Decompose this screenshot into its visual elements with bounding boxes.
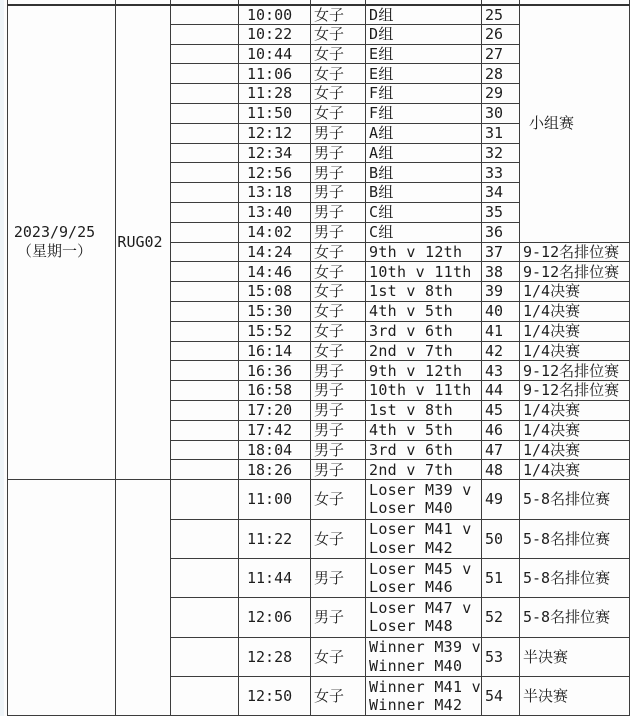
- gender-cell: 男子: [311, 183, 366, 203]
- match-number-cell: 48: [481, 460, 519, 480]
- match-cell: 10th v 11th: [366, 262, 482, 282]
- stage-cell: 1/4决赛: [519, 301, 629, 321]
- match-number-cell: 46: [481, 420, 519, 440]
- match-cell: B组: [366, 163, 482, 183]
- match-number-cell: 32: [481, 143, 519, 163]
- time-cell: 13:18: [239, 183, 311, 203]
- match-cell: D组: [366, 5, 482, 25]
- match-number-cell: 45: [481, 400, 519, 420]
- match-number-cell: 36: [481, 222, 519, 242]
- venue-cell: [171, 558, 239, 597]
- gender-cell: 女子: [311, 242, 366, 262]
- gender-cell: 女子: [311, 637, 366, 676]
- match-cell: [366, 598, 482, 637]
- time-cell: 11:44: [239, 558, 311, 597]
- schedule-row: [8, 480, 630, 519]
- time-cell: 14:46: [239, 262, 311, 282]
- stage-cell: 1/4决赛: [519, 460, 629, 480]
- time-cell: 17:20: [239, 400, 311, 420]
- date-cell: [8, 5, 116, 480]
- match-number-cell: 27: [481, 44, 519, 64]
- match-line-2: Loser M48: [369, 617, 453, 636]
- venue-cell: [171, 321, 239, 341]
- stage-cell: 5-8名排位赛: [519, 558, 629, 597]
- time-cell: 14:24: [239, 242, 311, 262]
- venue-cell: [171, 677, 239, 716]
- stage-cell: 半决赛: [519, 677, 629, 716]
- venue-cell: [171, 24, 239, 44]
- gender-cell: 女子: [311, 24, 366, 44]
- match-line-2: Winner M40: [369, 656, 463, 675]
- match-number-cell: 42: [481, 341, 519, 361]
- venue-cell: [171, 381, 239, 401]
- match-line-1: Winner M39 v: [369, 638, 481, 657]
- match-number-cell: 28: [481, 64, 519, 84]
- match-cell: 2nd v 7th: [366, 341, 482, 361]
- gender-cell: 女子: [311, 519, 366, 558]
- match-cell: C组: [366, 222, 482, 242]
- match-number-cell: 41: [481, 321, 519, 341]
- gender-cell: 男子: [311, 400, 366, 420]
- gender-cell: 女子: [311, 262, 366, 282]
- match-cell: E组: [366, 44, 482, 64]
- match-cell: 9th v 12th: [366, 361, 482, 381]
- match-number-cell: 35: [481, 202, 519, 222]
- match-line-2: Winner M42: [369, 696, 463, 715]
- date-cell: [8, 480, 116, 716]
- venue-cell: [171, 123, 239, 143]
- time-cell: 12:50: [239, 677, 311, 716]
- match-number-cell: 25: [481, 5, 519, 25]
- gender-cell: 女子: [311, 341, 366, 361]
- match-line-2: Loser M42: [369, 538, 453, 557]
- gender-cell: 男子: [311, 420, 366, 440]
- stage-cell: 5-8名排位赛: [519, 519, 629, 558]
- match-line-2: Loser M40: [369, 499, 453, 518]
- time-cell: 11:22: [239, 519, 311, 558]
- match-number-cell: 50: [481, 519, 519, 558]
- venue-cell: [171, 262, 239, 282]
- venue-cell: [171, 183, 239, 203]
- time-cell: 15:30: [239, 301, 311, 321]
- venue-cell: [171, 301, 239, 321]
- stage-cell: 1/4决赛: [519, 321, 629, 341]
- stage-cell: 9-12名排位赛: [519, 361, 629, 381]
- time-cell: 10:44: [239, 44, 311, 64]
- match-number-cell: 26: [481, 24, 519, 44]
- venue-cell: [171, 637, 239, 676]
- gender-cell: 女子: [311, 480, 366, 519]
- time-cell: 13:40: [239, 202, 311, 222]
- match-cell: 4th v 5th: [366, 301, 482, 321]
- venue-cell: [171, 242, 239, 262]
- match-number-cell: 29: [481, 84, 519, 104]
- time-cell: 16:58: [239, 381, 311, 401]
- match-number-cell: 31: [481, 123, 519, 143]
- venue-cell: [171, 282, 239, 302]
- venue-cell: [171, 44, 239, 64]
- time-cell: 12:12: [239, 123, 311, 143]
- time-cell: 18:04: [239, 440, 311, 460]
- weekday-text: （星期一）: [16, 242, 92, 261]
- time-cell: 10:22: [239, 24, 311, 44]
- gender-cell: 女子: [311, 677, 366, 716]
- gender-cell: 男子: [311, 202, 366, 222]
- gender-cell: 男子: [311, 143, 366, 163]
- stage-cell: 1/4决赛: [519, 400, 629, 420]
- time-cell: 16:14: [239, 341, 311, 361]
- match-cell: 9th v 12th: [366, 242, 482, 262]
- match-number-cell: 33: [481, 163, 519, 183]
- match-cell: 1st v 8th: [366, 400, 482, 420]
- time-cell: 15:08: [239, 282, 311, 302]
- gender-cell: 女子: [311, 301, 366, 321]
- page-left-margin: [0, 0, 4, 716]
- time-cell: 11:50: [239, 103, 311, 123]
- gender-cell: 男子: [311, 558, 366, 597]
- match-cell: A组: [366, 123, 482, 143]
- venue-cell: [171, 103, 239, 123]
- match-cell: 4th v 5th: [366, 420, 482, 440]
- time-cell: 11:06: [239, 64, 311, 84]
- match-cell: 3rd v 6th: [366, 440, 482, 460]
- match-cell: [366, 677, 482, 716]
- gender-cell: 男子: [311, 460, 366, 480]
- venue-cell: [171, 163, 239, 183]
- match-cell: F组: [366, 103, 482, 123]
- venue-cell: [171, 440, 239, 460]
- venue-cell: [171, 598, 239, 637]
- gender-cell: 男子: [311, 123, 366, 143]
- venue-cell: [171, 202, 239, 222]
- date-text: 2023/9/25: [13, 223, 96, 242]
- stage-cell: 5-8名排位赛: [519, 480, 629, 519]
- venue-cell: [171, 361, 239, 381]
- match-number-cell: 43: [481, 361, 519, 381]
- stage-cell: 9-12名排位赛: [519, 381, 629, 401]
- match-number-cell: 38: [481, 262, 519, 282]
- venue-cell: [171, 460, 239, 480]
- gender-cell: 男子: [311, 598, 366, 637]
- match-cell: E组: [366, 64, 482, 84]
- match-cell: [366, 558, 482, 597]
- venue-cell: [171, 222, 239, 242]
- time-cell: 16:36: [239, 361, 311, 381]
- time-cell: 10:00: [239, 5, 311, 25]
- match-line-1: Loser M45 v: [369, 559, 472, 578]
- match-number-cell: 49: [481, 480, 519, 519]
- match-cell: C组: [366, 202, 482, 222]
- stage-cell: 1/4决赛: [519, 341, 629, 361]
- gender-cell: 男子: [311, 222, 366, 242]
- match-cell: 1st v 8th: [366, 282, 482, 302]
- match-number-cell: 30: [481, 103, 519, 123]
- time-cell: 12:06: [239, 598, 311, 637]
- schedule-table: [7, 0, 630, 716]
- time-cell: 17:42: [239, 420, 311, 440]
- match-cell: 2nd v 7th: [366, 460, 482, 480]
- venue-cell: [171, 5, 239, 25]
- match-cell: [366, 637, 482, 676]
- time-cell: 11:28: [239, 84, 311, 104]
- match-line-1: Loser M47 v: [369, 598, 472, 617]
- schedule-row: [8, 5, 630, 25]
- match-line-1: Loser M39 v: [369, 480, 472, 499]
- match-number-cell: 34: [481, 183, 519, 203]
- stage-cell: 5-8名排位赛: [519, 598, 629, 637]
- match-number-cell: 40: [481, 301, 519, 321]
- gender-cell: 女子: [311, 282, 366, 302]
- stage-cell: 半决赛: [519, 637, 629, 676]
- event-code-cell: RUG02: [116, 5, 171, 480]
- match-number-cell: 37: [481, 242, 519, 262]
- venue-cell: [171, 341, 239, 361]
- time-cell: 15:52: [239, 321, 311, 341]
- stage-cell: 1/4决赛: [519, 420, 629, 440]
- match-number-cell: 52: [481, 598, 519, 637]
- gender-cell: 女子: [311, 64, 366, 84]
- match-cell: 10th v 11th: [366, 381, 482, 401]
- gender-cell: 男子: [311, 381, 366, 401]
- venue-cell: [171, 64, 239, 84]
- stage-cell: 9-12名排位赛: [519, 262, 629, 282]
- stage-cell: 1/4决赛: [519, 282, 629, 302]
- match-number-cell: 44: [481, 381, 519, 401]
- match-cell: [366, 519, 482, 558]
- match-number-cell: 39: [481, 282, 519, 302]
- match-cell: [366, 480, 482, 519]
- venue-cell: [171, 480, 239, 519]
- match-cell: F组: [366, 84, 482, 104]
- gender-cell: 女子: [311, 84, 366, 104]
- time-cell: 12:34: [239, 143, 311, 163]
- match-cell: A组: [366, 143, 482, 163]
- match-cell: B组: [366, 183, 482, 203]
- venue-cell: [171, 400, 239, 420]
- time-cell: 12:28: [239, 637, 311, 676]
- gender-cell: 女子: [311, 103, 366, 123]
- gender-cell: 女子: [311, 44, 366, 64]
- match-cell: D组: [366, 24, 482, 44]
- time-cell: 14:02: [239, 222, 311, 242]
- gender-cell: 女子: [311, 5, 366, 25]
- gender-cell: 男子: [311, 163, 366, 183]
- gender-cell: 女子: [311, 321, 366, 341]
- match-line-2: Loser M46: [369, 578, 453, 597]
- match-number-cell: 53: [481, 637, 519, 676]
- venue-cell: [171, 420, 239, 440]
- gender-cell: 男子: [311, 361, 366, 381]
- stage-cell: 1/4决赛: [519, 440, 629, 460]
- stage-cell: 小组赛: [519, 5, 629, 243]
- match-cell: 3rd v 6th: [366, 321, 482, 341]
- time-cell: 11:00: [239, 480, 311, 519]
- time-cell: 18:26: [239, 460, 311, 480]
- match-line-1: Loser M41 v: [369, 520, 472, 539]
- venue-cell: [171, 519, 239, 558]
- venue-cell: [171, 143, 239, 163]
- gender-cell: 男子: [311, 440, 366, 460]
- event-code-cell: [116, 480, 171, 716]
- time-cell: 12:56: [239, 163, 311, 183]
- match-number-cell: 47: [481, 440, 519, 460]
- match-line-1: Winner M41 v: [369, 677, 481, 696]
- match-number-cell: 51: [481, 558, 519, 597]
- venue-cell: [171, 84, 239, 104]
- match-number-cell: 54: [481, 677, 519, 716]
- stage-cell: 9-12名排位赛: [519, 242, 629, 262]
